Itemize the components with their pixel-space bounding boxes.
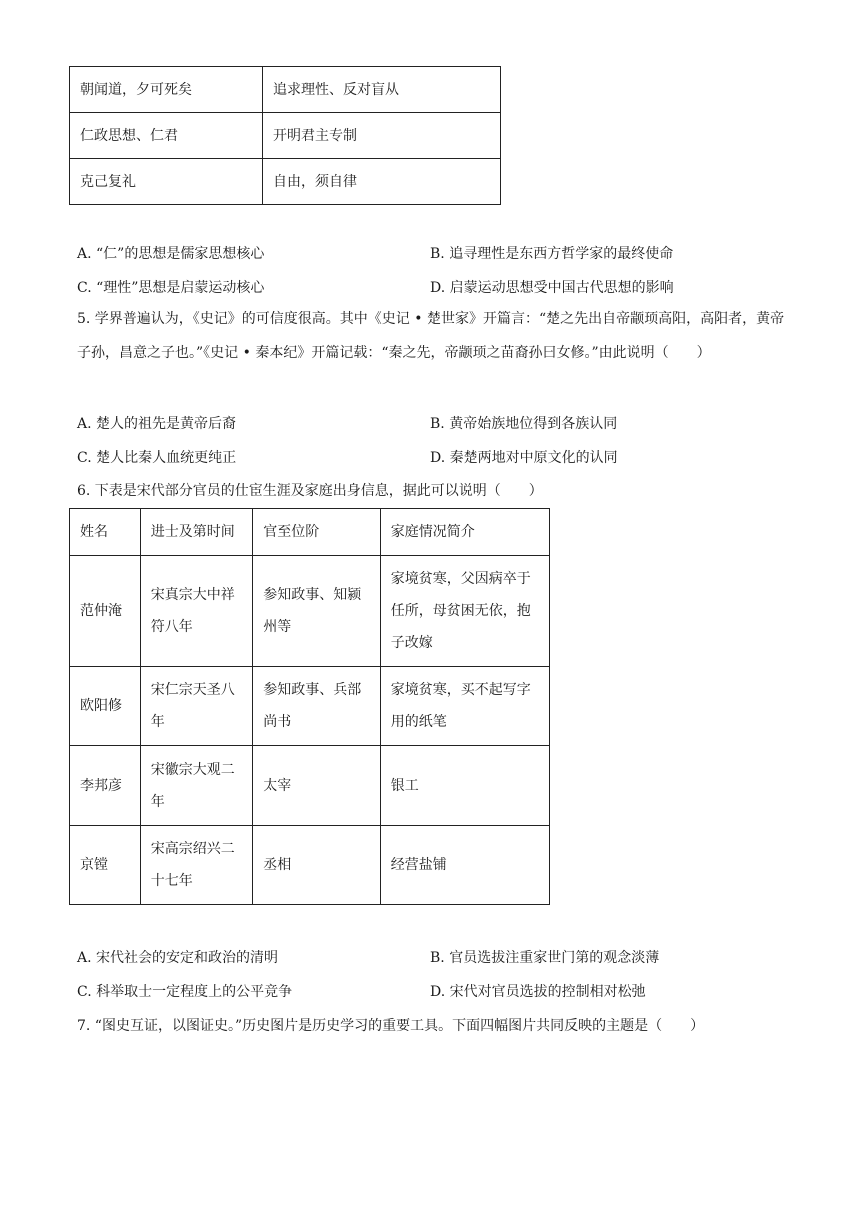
table-header-cell: 官至位阶 xyxy=(253,509,380,556)
q7-stem: 7. “图史互证，以图证史。”历史图片是历史学习的重要工具。下面四幅图片共同反映的主题是（ ） xyxy=(77,1018,705,1034)
q6-option-b: B. 官员选拔注重家世门第的观念淡薄 xyxy=(430,950,660,966)
q6-option-c: C. 科举取士一定程度上的公平竞争 xyxy=(77,984,293,1000)
table-row xyxy=(70,556,550,667)
q5-option-a: A. 楚人的祖先是黄帝后裔 xyxy=(77,416,237,432)
table-row xyxy=(70,113,501,159)
table-cell: 参知政事、知颍州等 xyxy=(253,556,380,667)
q4-option-b: B. 追寻理性是东西方哲学家的最终使命 xyxy=(430,246,674,262)
table-header-cell: 姓名 xyxy=(70,509,141,556)
q6-stem: 6. 下表是宋代部分官员的仕宦生涯及家庭出身信息，据此可以说明（ ） xyxy=(77,483,543,499)
table-row xyxy=(70,667,550,746)
q6-option-a: A. 宋代社会的安定和政治的清明 xyxy=(77,950,279,966)
table-cell: 宋徽宗大观二年 xyxy=(140,746,253,826)
q5-stem: 5. 学界普遍认为，《史记》的可信度很高。其中《史记 • 楚世家》开篇言：“楚之先出自帝颛顼高阳，高阳者，黄帝子孙，昌意之子也。”《史记 • 秦本纪》开篇记载：“秦之先，帝颛顼之苗裔孙曰女修。”由此说明（ ） xyxy=(77,311,785,361)
table-cell: 克己复礼 xyxy=(70,159,263,205)
q4-option-c: C. “理性”思想是启蒙运动核心 xyxy=(77,280,265,296)
table-row xyxy=(70,67,501,113)
q5-option-b: B. 黄帝始族地位得到各族认同 xyxy=(430,416,618,432)
table-cell: 太宰 xyxy=(253,746,380,826)
official-info-table xyxy=(69,508,550,905)
table-row xyxy=(70,746,550,826)
table-cell: 开明君主专制 xyxy=(263,113,501,159)
table-cell: 仁政思想、仁君 xyxy=(70,113,263,159)
comparison-table xyxy=(69,66,501,205)
table-cell: 范仲淹 xyxy=(70,556,141,667)
table-cell: 家境贫寒，父因病卒于任所，母贫困无依，抱子改嫁 xyxy=(380,556,549,667)
table-cell: 宋真宗大中祥符八年 xyxy=(140,556,253,667)
table-cell: 参知政事、兵部尚书 xyxy=(253,667,380,746)
table-cell: 朝闻道，夕可死矣 xyxy=(70,67,263,113)
table-header-cell: 家庭情况简介 xyxy=(380,509,549,556)
table-cell: 家境贫寒，买不起写字用的纸笔 xyxy=(380,667,549,746)
table-cell: 李邦彦 xyxy=(70,746,141,826)
table-cell: 追求理性、反对盲从 xyxy=(263,67,501,113)
table-cell: 欧阳修 xyxy=(70,667,141,746)
table-cell: 宋高宗绍兴二十七年 xyxy=(140,826,253,905)
table-cell: 丞相 xyxy=(253,826,380,905)
q5-option-c: C. 楚人比秦人血统更纯正 xyxy=(77,450,237,466)
table-cell: 京镗 xyxy=(70,826,141,905)
q4-option-a: A. “仁”的思想是儒家思想核心 xyxy=(77,246,265,262)
q4-option-d: D. 启蒙运动思想受中国古代思想的影响 xyxy=(430,280,674,296)
table-cell: 经营盐铺 xyxy=(380,826,549,905)
q5-option-d: D. 秦楚两地对中原文化的认同 xyxy=(430,450,618,466)
table-header-row xyxy=(70,509,550,556)
q6-option-d: D. 宋代对官员选拔的控制相对松弛 xyxy=(430,984,646,1000)
table-row xyxy=(70,826,550,905)
table-cell: 宋仁宗天圣八年 xyxy=(140,667,253,746)
table-row xyxy=(70,159,501,205)
table-cell: 自由，须自律 xyxy=(263,159,501,205)
table-header-cell: 进士及第时间 xyxy=(140,509,253,556)
table-cell: 银工 xyxy=(380,746,549,826)
